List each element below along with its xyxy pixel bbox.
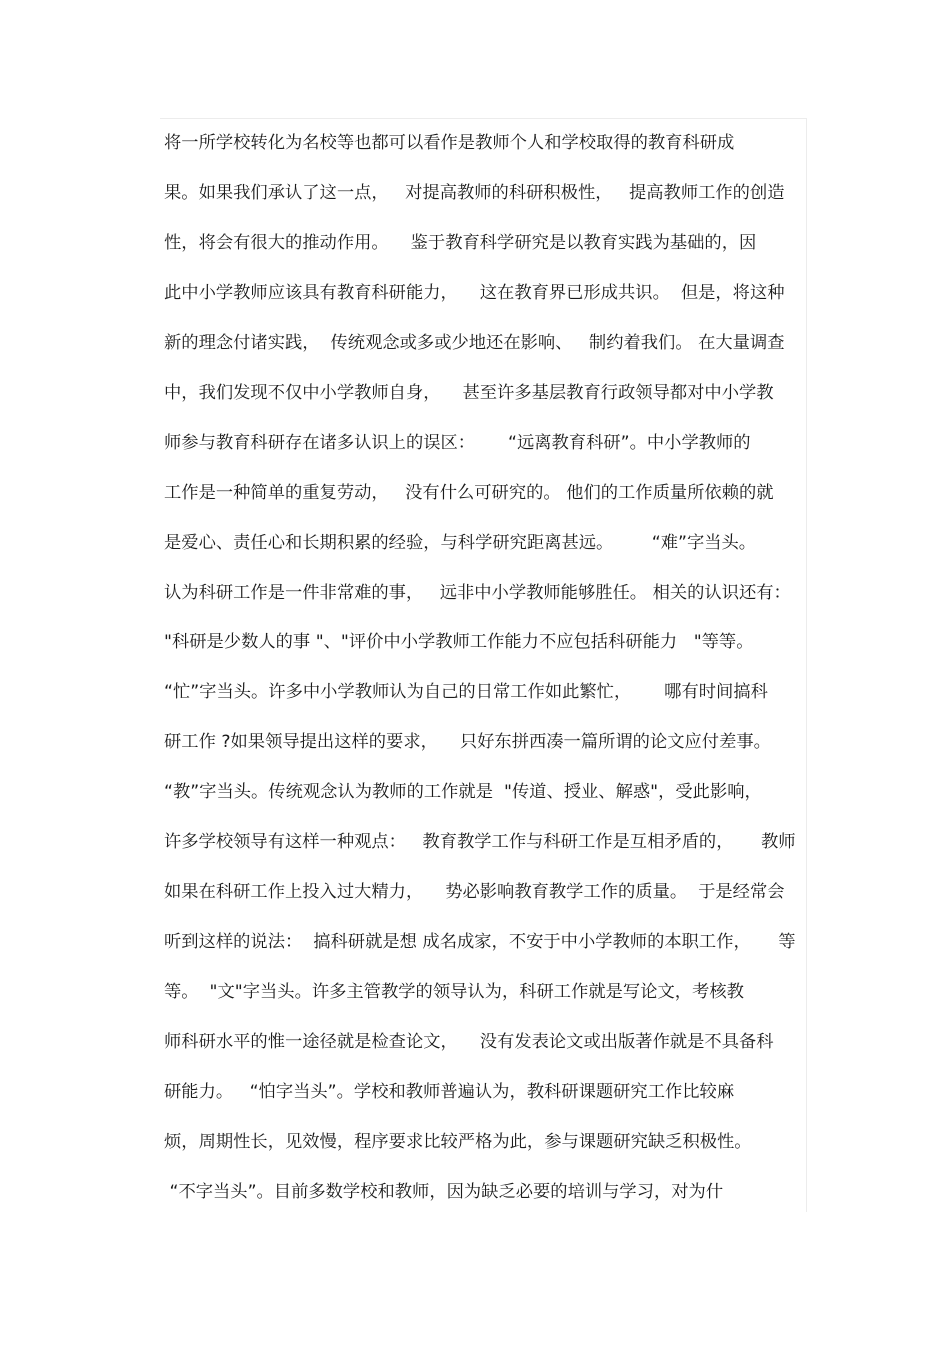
text-line: 研工作 ?如果领导提出这样的要求， 只好东拼西凑一篇所谓的论文应付差事。	[164, 732, 771, 752]
text-line: 新的理念付诸实践， 传统观念或多或少地还在影响、 制约着我们。 在大量调查	[164, 333, 785, 353]
text-line: 工作是一种简单的重复劳动， 没有什么可研究的。 他们的工作质量所依赖的就	[164, 483, 774, 503]
text-line: "科研是少数人的事 "、"评价中小学教师工作能力不应包括科研能力 "等等。	[164, 632, 754, 652]
text-line: 师科研水平的惟一途径就是检查论文， 没有发表论文或出版著作就是不具备科	[164, 1032, 774, 1052]
text-line: 听到这样的说法： 搞科研就是想 成名成家，不安于中小学教师的本职工作， 等	[164, 932, 796, 952]
text-line: 是爱心、责任心和长期积累的经验，与科学研究距离甚远。 “难”字当头。	[164, 533, 757, 553]
text-line: 等。 "文"字当头。许多主管教学的领导认为，科研工作就是写论文，考核教	[164, 982, 744, 1002]
text-line: 将一所学校转化为名校等也都可以看作是教师个人和学校取得的教育科研成	[164, 133, 735, 153]
text-line: 研能力。 “怕字当头”。学校和教师普遍认为，教科研课题研究工作比较麻	[164, 1082, 735, 1102]
text-line: 性，将会有很大的推动作用。 鉴于教育科学研究是以教育实践为基础的，因	[164, 233, 757, 253]
text-line: “忙”字当头。许多中小学教师认为自己的日常工作如此繁忙， 哪有时间搞科	[164, 682, 768, 702]
text-line: 中，我们发现不仅中小学教师自身， 甚至许多基层教育行政领导都对中小学教	[164, 383, 774, 403]
text-line: “教”字当头。传统观念认为教师的工作就是 "传道、授业、解惑"，受此影响，	[164, 782, 762, 802]
text-line: 师参与教育科研存在诸多认识上的误区： “远离教育科研”。中小学教师的	[164, 433, 751, 453]
text-line: 果。如果我们承认了这一点， 对提高教师的科研积极性， 提高教师工作的创造	[164, 183, 785, 203]
text-line: 此中小学教师应该具有教育科研能力， 这在教育界已形成共识。 但是，将这种	[164, 283, 785, 303]
text-line: “不字当头”。目前多数学校和教师，因为缺乏必要的培训与学习，对为什	[164, 1182, 724, 1202]
text-line: 认为科研工作是一件非常难的事， 远非中小学教师能够胜任。 相关的认识还有：	[164, 583, 791, 603]
text-line: 烦，周期性长，见效慢，程序要求比较严格为此，参与课题研究缺乏积极性。	[164, 1132, 752, 1152]
text-line: 如果在科研工作上投入过大精力， 势必影响教育教学工作的质量。 于是经常会	[164, 882, 785, 902]
text-line: 许多学校领导有这样一种观点： 教育教学工作与科研工作是互相矛盾的， 教师	[164, 832, 796, 852]
